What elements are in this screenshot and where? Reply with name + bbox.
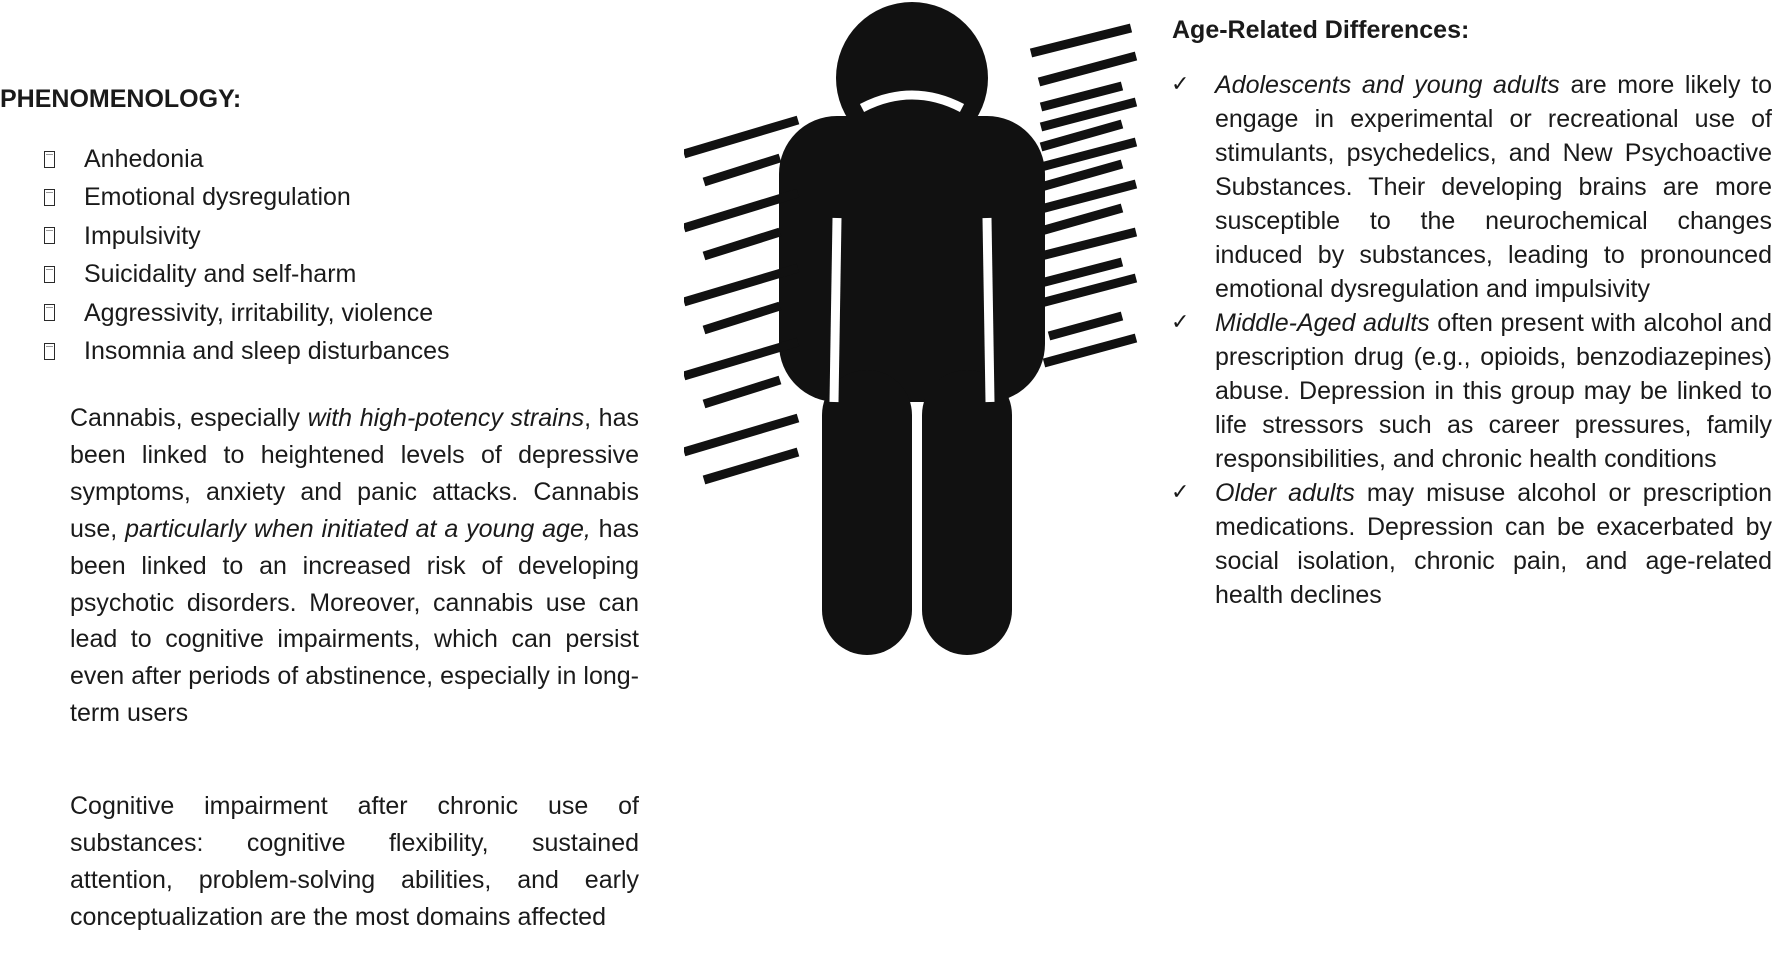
box-bullet-icon <box>44 266 55 283</box>
age-differences-list <box>1171 68 1772 612</box>
phenomenology-list <box>36 140 450 370</box>
list-item-label: Anhedonia <box>84 145 204 173</box>
box-bullet-icon <box>44 343 55 360</box>
paragraph-text: Cannabis, especially <box>70 404 308 432</box>
box-bullet-icon <box>44 151 55 168</box>
age-group-text: often present with alcohol and prescription drug (e.g., opioids, benzodiazepines) abuse. Depression in this group may be linked to life stressors such as career pressures, family responsibilities, and chronic health conditions <box>1215 309 1772 473</box>
checkmark-icon: ✓ <box>1171 310 1190 335</box>
list-item-label: Aggressivity, irritability, violence <box>84 298 434 327</box>
list-item-label: Insomnia and sleep disturbances <box>84 336 450 365</box>
list-item <box>36 178 450 216</box>
list-item <box>36 217 450 255</box>
list-item <box>36 255 450 293</box>
age-group-label: Adolescents and young adults <box>1215 71 1560 99</box>
checkmark-icon: ✓ <box>1171 480 1190 505</box>
box-bullet-icon <box>44 227 55 244</box>
cognitive-impairment-paragraph: Cognitive impairment after chronic use of substances: cognitive flexibility, sustained attention, problem-solving abilities, and early conceptualization are the most domains affected <box>70 792 639 931</box>
list-item <box>36 140 450 178</box>
phenomenology-heading: PHENOMENOLOGY: <box>0 85 242 113</box>
list-item <box>1171 476 1772 612</box>
list-item <box>1171 306 1772 476</box>
list-item-label: Emotional dysregulation <box>84 183 351 212</box>
cannabis-paragraph <box>70 400 639 732</box>
list-item-label: Impulsivity <box>84 221 201 250</box>
box-bullet-icon <box>44 189 55 206</box>
depressed-person-icon <box>684 0 1140 666</box>
list-item-label: Suicidality and self-harm <box>84 260 357 289</box>
age-differences-heading: Age-Related Differences: <box>1172 16 1470 44</box>
list-item <box>1171 68 1772 306</box>
paragraph-emphasis: with high-potency strains <box>307 404 585 432</box>
checkmark-icon: ✓ <box>1171 72 1190 97</box>
paragraph-text: , has been linked to heightened levels of depressive symptoms, anxiety and panic attacks. Cannabis use, <box>70 404 639 543</box>
age-group-text: are more likely to engage in experimental or recreational use of stimulants, psychedelics, and New Psychoactive Substances. Their developing brains are more susceptible to the neurochemical changes induced by substances, leading to pronounced emotional dysregulation and impulsivity <box>1215 71 1772 303</box>
paragraph-text: has been linked to an increased risk of developing psychotic disorders. Moreover, cannabis use can lead to cognitive impairments, which can persist even after periods of abstinence, especially in long-term users <box>70 514 639 728</box>
paragraph-emphasis: particularly when initiated at a young age, <box>125 514 591 543</box>
list-item <box>36 294 450 332</box>
list-item <box>36 332 450 370</box>
age-group-text: may misuse alcohol or prescription medications. Depression can be exacerbated by social isolation, chronic pain, and age-related health declines <box>1215 479 1772 609</box>
age-group-label: Older adults <box>1215 479 1355 507</box>
box-bullet-icon <box>44 304 55 321</box>
age-group-label: Middle-Aged adults <box>1215 309 1430 337</box>
